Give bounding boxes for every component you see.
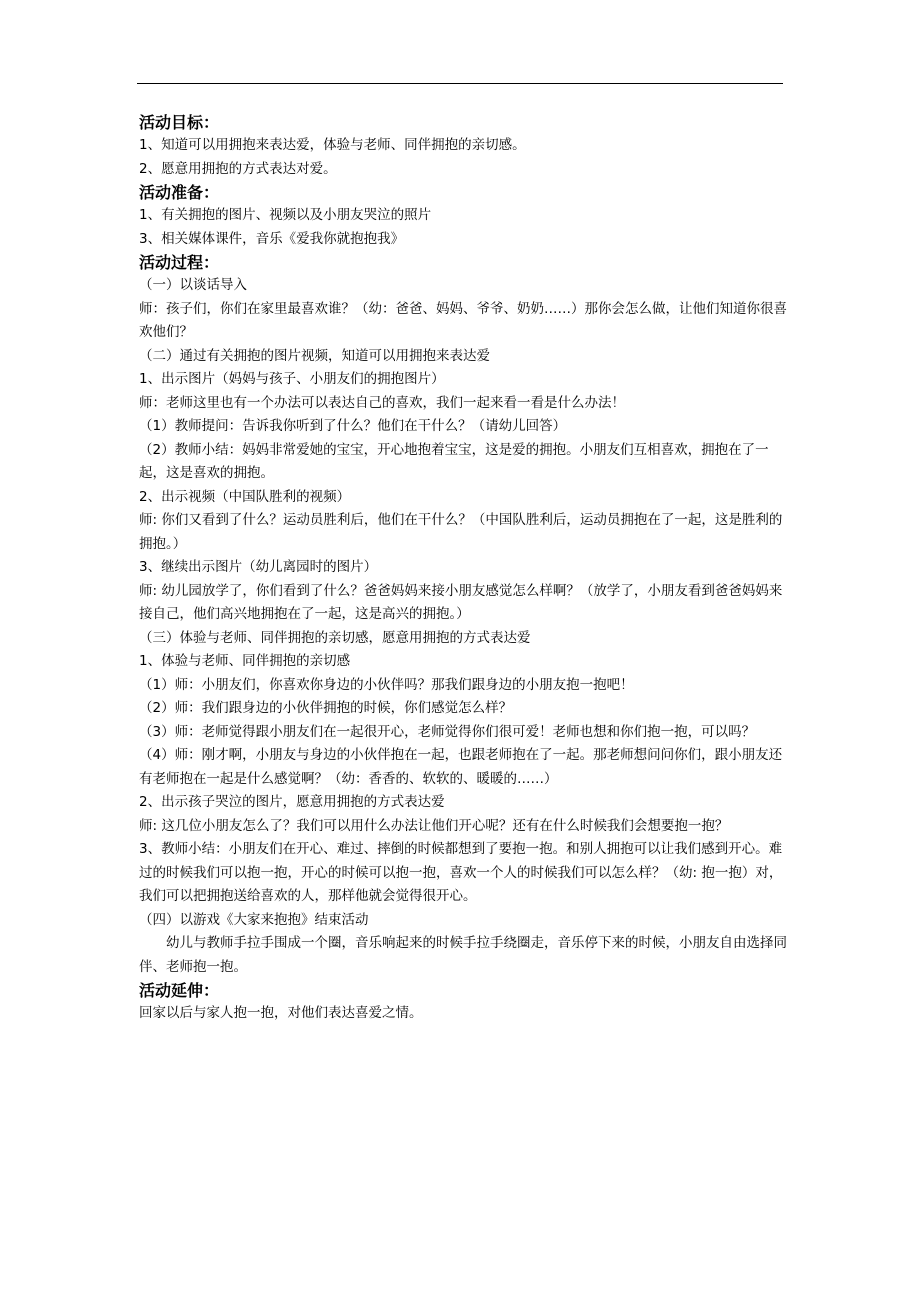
process-line: 2、出示视频（中国队胜利的视频）	[139, 488, 351, 505]
process-line: 师: 这几位小朋友怎么了？我们可以用什么办法让他们开心呢？还有在什么时候我们会想要抱一抱？	[139, 817, 729, 834]
process-line: 幼儿与教师手拉手围成一个圈，音乐响起来的时候手拉手绕圈走，音乐停下来的时候，小朋友自由选择同伴、老师抱一抱。	[139, 935, 787, 975]
process-line: （1）师：小朋友们，你喜欢你身边的小伙伴吗？那我们跟身边的小朋友抱一抱吧！	[139, 676, 634, 693]
process-line: 师：老师这里也有一个办法可以表达自己的喜欢，我们一起来看一看是什么办法！	[139, 394, 625, 411]
preparation-line: 3、相关媒体课件，音乐《爱我你就抱抱我》	[139, 230, 405, 247]
process-line: （3）师：老师觉得跟小朋友们在一起很开心，老师觉得你们很可爱！老师也想和你们抱一抱，可以吗？	[139, 723, 756, 740]
preparation-line: 1、有关拥抱的图片、视频以及小朋友哭泣的照片	[139, 207, 432, 223]
process-line: 3、继续出示图片（幼儿离园时的图片）	[139, 559, 378, 575]
section-heading-preparation: 活动准备：	[139, 183, 220, 202]
process-line: 3、教师小结：小朋友们在开心、难过、摔倒的时候都想到了要抱一抱。和别人拥抱可以让我们感到开心。难过的时候我们可以抱一抱，开心的时候可以抱一抱，喜欢一个人的时候我们可以怎么样？（幼: 抱一抱）对，我们可以把拥抱送给喜欢的人，那样他就会觉得很开心。	[139, 841, 783, 904]
extension-line: 回家以后与家人抱一抱，对他们表达喜爱之情。	[139, 1005, 423, 1021]
goal-line: 1、知道可以用拥抱来表达爱，体验与老师、同伴拥抱的亲切感。	[139, 137, 526, 153]
process-line: （4）师：刚才啊，小朋友与身边的小伙伴抱在一起，也跟老师抱在了一起。那老师想问问你们，跟小朋友还有老师抱在一起是什么感觉啊？（幼：香香的、软软的、暖暖的……）	[139, 747, 783, 787]
process-line: （2）教师小结：妈妈非常爱她的宝宝，开心地抱着宝宝，这是爱的拥抱。小朋友们互相喜欢，拥抱在了一起，这是喜欢的拥抱。	[139, 441, 769, 481]
section-heading-goals: 活动目标：	[139, 113, 220, 132]
document-body	[139, 111, 789, 1026]
process-line: （2）师：我们跟身边的小伙伴拥抱的时候，你们感觉怎么样？	[139, 700, 513, 716]
section-heading-process: 活动过程：	[139, 253, 220, 272]
process-line: 2、出示孩子哭泣的图片，愿意用拥抱的方式表达爱	[139, 794, 445, 810]
process-line: 师: 你们又看到了什么？运动员胜利后，他们在干什么？（中国队胜利后，运动员拥抱在了一起，这是胜利的拥抱。）	[139, 512, 783, 552]
process-line: 师: 幼儿园放学了，你们看到了什么？爸爸妈妈来接小朋友感觉怎么样啊？（放学了，小朋友看到爸爸妈妈来接自己，他们高兴地拥抱在了一起，这是高兴的拥抱。）	[139, 582, 783, 622]
process-line: 师：孩子们，你们在家里最喜欢谁？（幼：爸爸、妈妈、爷爷、奶奶……）那你会怎么做，让他们知道你很喜欢他们？	[139, 300, 787, 340]
header-rule	[137, 83, 783, 84]
process-line: （二）通过有关拥抱的图片视频，知道可以用拥抱来表达爱	[139, 347, 490, 364]
section-heading-extension: 活动延伸：	[139, 981, 220, 1000]
process-line: （四）以游戏《大家来抱抱》结束活动	[139, 911, 369, 928]
process-line: 1、体验与老师、同伴拥抱的亲切感	[139, 653, 351, 669]
goal-line: 2、愿意用拥抱的方式表达对爱。	[139, 160, 337, 177]
process-line: 1、出示图片（妈妈与孩子、小朋友们的拥抱图片）	[139, 371, 445, 387]
process-line: （1）教师提问：告诉我你听到了什么？他们在干什么？（请幼儿回答）	[139, 418, 567, 434]
process-line: （一）以谈话导入	[139, 277, 247, 293]
process-line: （三）体验与老师、同伴拥抱的亲切感，愿意用拥抱的方式表达爱	[139, 629, 531, 646]
